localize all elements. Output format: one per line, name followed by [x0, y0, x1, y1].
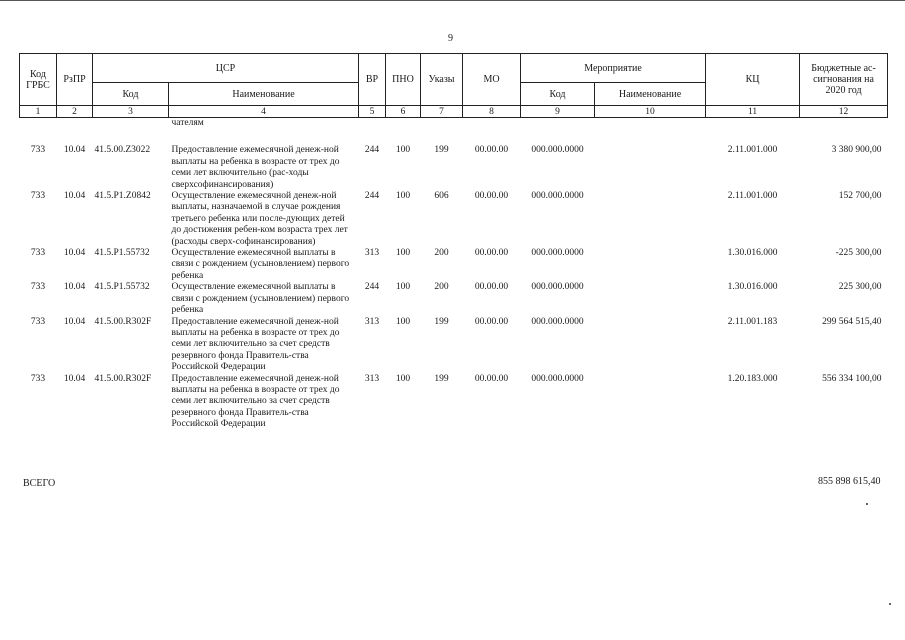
header-pno: ПНО: [386, 54, 421, 106]
header-kc: КЦ: [706, 54, 800, 106]
table-row: [20, 282, 888, 316]
column-number: 10: [595, 106, 706, 118]
cell-ukaz: 606: [434, 191, 449, 202]
cell-ukaz: 199: [434, 316, 449, 327]
cell-event-name: [595, 248, 706, 282]
cell-event-code: 000.000.0000: [531, 191, 584, 202]
cell-grbs: 733: [30, 373, 46, 384]
cell-pno: 100: [395, 248, 411, 259]
cell-event-code: 000.000.0000: [531, 248, 584, 259]
cell-amount: 152 700,00: [838, 191, 882, 202]
table-row: [20, 317, 888, 374]
header-event-code: Код: [521, 83, 595, 106]
cell-mo: 00.00.00: [474, 248, 509, 259]
header-vr: ВР: [359, 54, 386, 106]
cell-csr-name: Предоставление ежемесячной денеж-ной выплаты на ребенка в возрасте от трех до семи лет включительно за счет средств резервного фонда Правитель-ства Российской Федерации: [171, 373, 340, 430]
cell-mo: 00.00.00: [474, 316, 509, 327]
cell-amount: 556 334 100,00: [822, 373, 882, 384]
cell-csr-code: 41.5.P1.55732: [94, 282, 150, 293]
table-row: [20, 191, 888, 248]
cell-amount: 225 300,00: [838, 282, 882, 293]
cell-vr: 244: [364, 191, 380, 202]
cell-csr-code: 41.5.00.R302F: [94, 373, 152, 384]
cell-rzpr: 10.04: [63, 316, 86, 327]
cell-event-name: [595, 317, 706, 374]
cell-amount: -225 300,00: [835, 248, 882, 259]
header-csr-code: Код: [93, 83, 169, 106]
table-row: [20, 145, 888, 191]
cell-rzpr: 10.04: [63, 191, 86, 202]
header-event: Мероприятие: [521, 54, 706, 83]
column-number: 11: [706, 106, 800, 118]
cell-vr: 313: [364, 316, 380, 327]
cell-pno: 100: [395, 316, 411, 327]
cell-ukaz: 200: [434, 282, 449, 293]
cell-pno: 100: [395, 191, 411, 202]
cell-event-code: 000.000.0000: [531, 316, 584, 327]
cell-kc: 2.11.001.183: [727, 316, 778, 327]
table-row: [20, 374, 888, 431]
scan-speck: [866, 503, 868, 505]
cell-csr-code: 41.5.P1.Z0842: [94, 191, 151, 202]
column-number: 7: [421, 106, 463, 118]
cell-rzpr: 10.04: [63, 373, 86, 384]
cell-amount: 3 380 900,00: [831, 145, 882, 156]
cell-vr: 244: [364, 145, 380, 156]
total-label: ВСЕГО: [23, 478, 56, 489]
continuation-text: чателям: [171, 118, 204, 128]
header-mo: МО: [463, 54, 521, 106]
cell-rzpr: 10.04: [63, 282, 86, 293]
cell-kc: 1.20.183.000: [727, 373, 778, 384]
cell-grbs: 733: [30, 248, 46, 259]
cell-csr-code: 41.5.00.Z3022: [94, 145, 151, 156]
cell-mo: 00.00.00: [474, 282, 509, 293]
cell-kc: 2.11.001.000: [727, 191, 778, 202]
cell-grbs: 733: [30, 316, 46, 327]
header-csr-name: Наименование: [169, 83, 359, 106]
cell-ukaz: 199: [434, 373, 449, 384]
cell-csr-name: Предоставление ежемесячной денеж-ной выплаты на ребенка в возрасте от трех до семи лет включительно (рас-ходы сверхсофинансирования): [171, 145, 340, 190]
cell-event-name: [595, 282, 706, 316]
cell-vr: 313: [364, 248, 380, 259]
header-csr: ЦСР: [93, 54, 359, 83]
column-number: 1: [20, 106, 57, 118]
cell-mo: 00.00.00: [474, 145, 509, 156]
column-number: 8: [463, 106, 521, 118]
cell-ukaz: 199: [434, 145, 449, 156]
cell-csr-name: Осуществление ежемесячной денеж-ной выплаты, назначаемой в случае рождения третьего ребенка или после-дующих детей до достижения ребен-ком возраста трех лет (расходы сверх-софинансирования): [171, 191, 348, 247]
cell-event-name: [595, 374, 706, 431]
column-number: 3: [93, 106, 169, 118]
table-row: [20, 248, 888, 282]
header-budget: Бюджетные ас-сигнования на 2020 год: [800, 54, 888, 106]
cell-pno: 100: [395, 373, 411, 384]
cell-mo: 00.00.00: [474, 373, 509, 384]
column-number: 2: [57, 106, 93, 118]
cell-vr: 313: [364, 373, 380, 384]
header-rzpr: РзПР: [57, 54, 93, 106]
cell-event-name: [595, 145, 706, 191]
header-grbs: Код ГРБС: [20, 54, 57, 106]
cell-event-name: [595, 191, 706, 248]
cell-csr-code: 41.5.P1.55732: [94, 248, 150, 259]
column-number: 4: [169, 106, 359, 118]
cell-mo: 00.00.00: [474, 191, 509, 202]
cell-rzpr: 10.04: [63, 145, 86, 156]
cell-csr-name: Осуществление ежемесячной выплаты в связи с рождением (усыновлением) первого ребенка: [171, 282, 350, 316]
scan-speck: [889, 603, 891, 605]
cell-grbs: 733: [30, 145, 46, 156]
column-number: 5: [359, 106, 386, 118]
cell-grbs: 733: [30, 282, 46, 293]
cell-csr-name: Осуществление ежемесячной выплаты в связи с рождением (усыновлением) первого ребенка: [171, 248, 350, 281]
cell-amount: 299 564 515,40: [822, 316, 882, 327]
cell-pno: 100: [395, 282, 411, 293]
column-number: 12: [800, 106, 888, 118]
continuation-row: [20, 118, 888, 130]
cell-event-code: 000.000.0000: [531, 282, 584, 293]
cell-rzpr: 10.04: [63, 248, 86, 259]
cell-kc: 1.30.016.000: [727, 282, 778, 293]
cell-event-code: 000.000.0000: [531, 373, 584, 384]
column-number-row: [20, 106, 888, 118]
cell-grbs: 733: [30, 191, 46, 202]
column-number: 6: [386, 106, 421, 118]
page-number: 9: [448, 33, 453, 44]
column-number: 9: [521, 106, 595, 118]
cell-vr: 244: [364, 282, 380, 293]
budget-table: [19, 53, 888, 431]
cell-ukaz: 200: [434, 248, 449, 259]
header-event-name: Наименование: [595, 83, 706, 106]
cell-pno: 100: [395, 145, 411, 156]
cell-csr-name: Предоставление ежемесячной денеж-ной выплаты на ребенка в возрасте от трех до семи лет включительно за счет средств резервного фонда Правитель-ства Российской Федерации: [171, 316, 340, 373]
cell-event-code: 000.000.0000: [531, 145, 584, 156]
top-border-line: [0, 0, 905, 1]
header-ukazy: Указы: [421, 54, 463, 106]
cell-kc: 1.30.016.000: [727, 248, 778, 259]
cell-csr-code: 41.5.00.R302F: [94, 316, 152, 327]
total-value: 855 898 615,40: [818, 476, 881, 487]
cell-kc: 2.11.001.000: [727, 145, 778, 156]
